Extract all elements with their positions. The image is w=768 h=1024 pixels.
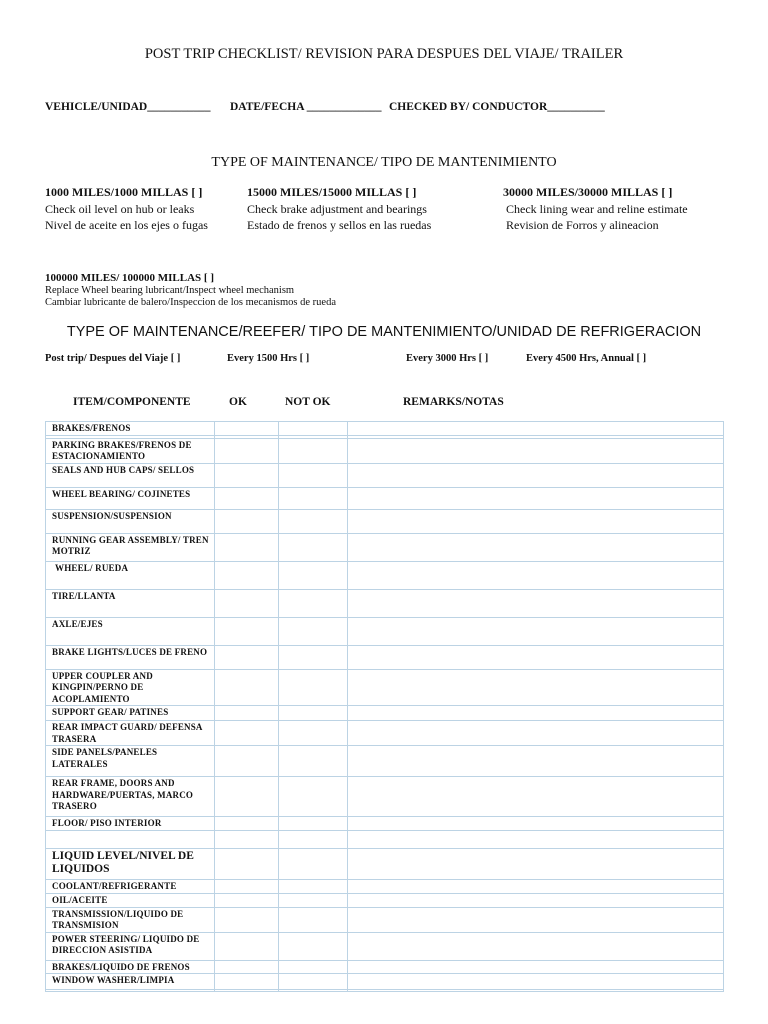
ok-cell[interactable] [215, 438, 279, 463]
table-row [46, 960, 724, 974]
maintenance-1000-line2: Nivel de aceite en los ejes o fugas [45, 218, 208, 232]
table-row [46, 509, 724, 533]
checklist-table [45, 421, 724, 992]
remarks-cell[interactable] [348, 777, 724, 817]
maintenance-heading: TYPE OF MAINTENANCE/ TIPO DE MANTENIMIENTO [211, 155, 557, 170]
table-row [46, 589, 724, 617]
item-cell: TRANSMISSION/LIQUIDO DE TRANSMISION [46, 907, 215, 932]
maintenance-15000 [247, 184, 431, 234]
maintenance-30000-line2: Revision de Forros y alineacion [506, 218, 659, 232]
maintenance-15000-checkbox[interactable]: 15000 MILES/15000 MILLAS [ ] [247, 185, 417, 199]
reefer-4500-checkbox[interactable]: Every 4500 Hrs, Annual [ ] [526, 353, 647, 364]
maintenance-100000-checkbox[interactable]: 100000 MILES/ 100000 MILLAS [ ] [45, 272, 214, 284]
remarks-cell[interactable] [348, 974, 724, 990]
item-cell: SIDE PANELS/PANELES LATERALES [46, 746, 215, 777]
item-cell: REAR FRAME, DOORS AND HARDWARE/PUERTAS, MARCO TRASERO [46, 777, 215, 817]
not-ok-cell[interactable] [279, 849, 348, 880]
item-cell: BRAKES/LIQUIDO DE FRENOS [46, 960, 215, 974]
ok-cell[interactable] [215, 880, 279, 894]
col-header-item: ITEM/COMPONENTE [73, 396, 191, 408]
reefer-3000-checkbox[interactable]: Every 3000 Hrs [ ] [406, 353, 489, 364]
table-row [46, 974, 724, 990]
ok-cell[interactable] [215, 589, 279, 617]
remarks-cell[interactable] [348, 463, 724, 487]
table-row [46, 487, 724, 509]
col-header-remarks: REMARKS/NOTAS [403, 396, 504, 408]
ok-cell[interactable] [215, 894, 279, 908]
reefer-post-trip-checkbox[interactable]: Post trip/ Despues del Viaje [ ] [45, 353, 181, 364]
ok-cell[interactable] [215, 721, 279, 746]
not-ok-cell[interactable] [279, 894, 348, 908]
table-row [46, 721, 724, 746]
table-row [46, 894, 724, 908]
maintenance-30000 [503, 184, 688, 234]
item-cell: WINDOW WASHER/LIMPIA [46, 974, 215, 990]
remarks-cell[interactable] [348, 487, 724, 509]
maintenance-30000-checkbox[interactable]: 30000 MILES/30000 MILLAS [ ] [503, 185, 673, 199]
maintenance-100000 [45, 272, 336, 310]
item-cell: BRAKES/FRENOS [46, 422, 215, 436]
ok-cell[interactable] [215, 706, 279, 721]
vehicle-field[interactable]: VEHICLE/UNIDAD___________ [45, 101, 211, 113]
ok-cell[interactable] [215, 645, 279, 669]
item-cell: OIL/ACEITE [46, 894, 215, 908]
remarks-cell[interactable] [348, 533, 724, 561]
table-row [46, 849, 724, 880]
item-cell: AXLE/EJES [46, 617, 215, 645]
item-cell: UPPER COUPLER AND KINGPIN/PERNO DE ACOPLAMIENTO [46, 669, 215, 706]
maintenance-1000-checkbox[interactable]: 1000 MILES/1000 MILLAS [ ] [45, 185, 203, 199]
ok-cell[interactable] [215, 831, 279, 849]
page-title: POST TRIP CHECKLIST/ REVISION PARA DESPUES DEL VIAJE/ TRAILER [144, 46, 624, 62]
table-row [46, 746, 724, 777]
remarks-cell[interactable] [348, 422, 724, 436]
item-cell: PARKING BRAKES/FRENOS DE ESTACIONAMIENTO [46, 438, 215, 463]
not-ok-cell[interactable] [279, 533, 348, 561]
remarks-cell[interactable] [348, 509, 724, 533]
not-ok-cell[interactable] [279, 817, 348, 831]
maintenance-15000-line2: Estado de frenos y sellos en las ruedas [247, 218, 432, 232]
not-ok-cell[interactable] [279, 990, 348, 992]
table-row [46, 533, 724, 561]
ok-cell[interactable] [215, 561, 279, 589]
remarks-cell[interactable] [348, 907, 724, 932]
item-cell: REAR IMPACT GUARD/ DEFENSA TRASERA [46, 721, 215, 746]
table-row [46, 777, 724, 817]
reefer-heading: TYPE OF MAINTENANCE/REEFER/ TIPO DE MANTENIMIENTO/UNIDAD DE REFRIGERACION [66, 324, 702, 340]
ok-cell[interactable] [215, 907, 279, 932]
maintenance-15000-line1: Check brake adjustment and bearings [247, 201, 427, 216]
item-cell: SEALS AND HUB CAPS/ SELLOS [46, 463, 215, 487]
not-ok-cell[interactable] [279, 509, 348, 533]
remarks-cell[interactable] [348, 990, 724, 992]
item-cell: BRAKE LIGHTS/LUCES DE FRENO [46, 645, 215, 669]
ok-cell[interactable] [215, 932, 279, 960]
not-ok-cell[interactable] [279, 974, 348, 990]
not-ok-cell[interactable] [279, 561, 348, 589]
maintenance-100000-line2: Cambiar lubricante de balero/Inspeccion de los mecanismos de rueda [45, 297, 336, 308]
remarks-cell[interactable] [348, 831, 724, 849]
ok-cell[interactable] [215, 509, 279, 533]
remarks-cell[interactable] [348, 669, 724, 706]
table-row [46, 880, 724, 894]
not-ok-cell[interactable] [279, 589, 348, 617]
item-cell [46, 990, 215, 992]
not-ok-cell[interactable] [279, 746, 348, 777]
table-row [46, 831, 724, 849]
not-ok-cell[interactable] [279, 880, 348, 894]
table-row [46, 438, 724, 463]
remarks-cell[interactable] [348, 960, 724, 974]
not-ok-cell[interactable] [279, 932, 348, 960]
ok-cell[interactable] [215, 960, 279, 974]
maintenance-1000 [45, 184, 208, 234]
ok-cell[interactable] [215, 422, 279, 436]
table-row [46, 907, 724, 932]
item-cell [46, 831, 215, 849]
not-ok-cell[interactable] [279, 645, 348, 669]
ok-cell[interactable] [215, 777, 279, 817]
table-row [46, 669, 724, 706]
remarks-cell[interactable] [348, 880, 724, 894]
ok-cell[interactable] [215, 849, 279, 880]
not-ok-cell[interactable] [279, 617, 348, 645]
maintenance-30000-line1: Check lining wear and reline estimate [506, 201, 688, 216]
not-ok-cell[interactable] [279, 777, 348, 817]
maintenance-100000-line1: Replace Wheel bearing lubricant/Inspect wheel mechanism [45, 284, 295, 296]
checked-by-field[interactable]: CHECKED BY/ CONDUCTOR__________ [389, 101, 605, 113]
not-ok-cell[interactable] [279, 960, 348, 974]
not-ok-cell[interactable] [279, 669, 348, 706]
not-ok-cell[interactable] [279, 831, 348, 849]
ok-cell[interactable] [215, 817, 279, 831]
not-ok-cell[interactable] [279, 706, 348, 721]
item-cell: FLOOR/ PISO INTERIOR [46, 817, 215, 831]
not-ok-cell[interactable] [279, 463, 348, 487]
not-ok-cell[interactable] [279, 438, 348, 463]
table-row [46, 463, 724, 487]
item-cell: COOLANT/REFRIGERANTE [46, 880, 215, 894]
not-ok-cell[interactable] [279, 487, 348, 509]
ok-cell[interactable] [215, 746, 279, 777]
remarks-cell[interactable] [348, 706, 724, 721]
item-cell: POWER STEERING/ LIQUIDO DE DIRECCION ASISTIDA [46, 932, 215, 960]
remarks-cell[interactable] [348, 932, 724, 960]
not-ok-cell[interactable] [279, 721, 348, 746]
item-cell: TIRE/LLANTA [46, 589, 215, 617]
col-header-ok: OK [229, 396, 247, 408]
remarks-cell[interactable] [348, 894, 724, 908]
remarks-cell[interactable] [348, 438, 724, 463]
ok-cell[interactable] [215, 617, 279, 645]
remarks-cell[interactable] [348, 849, 724, 880]
remarks-cell[interactable] [348, 817, 724, 831]
item-cell: WHEEL/ RUEDA [46, 561, 215, 589]
remarks-cell[interactable] [348, 721, 724, 746]
table-row [46, 617, 724, 645]
item-cell: RUNNING GEAR ASSEMBLY/ TREN MOTRIZ [46, 533, 215, 561]
ok-cell[interactable] [215, 990, 279, 992]
date-field[interactable]: DATE/FECHA _____________ [230, 101, 382, 113]
reefer-1500-checkbox[interactable]: Every 1500 Hrs [ ] [227, 353, 310, 364]
not-ok-cell[interactable] [279, 422, 348, 436]
ok-cell[interactable] [215, 463, 279, 487]
remarks-cell[interactable] [348, 746, 724, 777]
ok-cell[interactable] [215, 533, 279, 561]
item-cell: SUSPENSION/SUSPENSION [46, 509, 215, 533]
remarks-cell[interactable] [348, 589, 724, 617]
table-row [46, 817, 724, 831]
col-header-not-ok: NOT OK [285, 396, 331, 408]
item-cell: WHEEL BEARING/ COJINETES [46, 487, 215, 509]
ok-cell[interactable] [215, 669, 279, 706]
table-row [46, 932, 724, 960]
table-row [46, 422, 724, 436]
table-row [46, 561, 724, 589]
table-row [46, 645, 724, 669]
remarks-cell[interactable] [348, 645, 724, 669]
item-cell: LIQUID LEVEL/NIVEL DE LIQUIDOS [46, 849, 215, 880]
maintenance-1000-line1: Check oil level on hub or leaks [45, 201, 195, 216]
item-cell: SUPPORT GEAR/ PATINES [46, 706, 215, 721]
ok-cell[interactable] [215, 974, 279, 990]
remarks-cell[interactable] [348, 617, 724, 645]
remarks-cell[interactable] [348, 561, 724, 589]
table-row [46, 990, 724, 992]
table-row [46, 706, 724, 721]
ok-cell[interactable] [215, 487, 279, 509]
not-ok-cell[interactable] [279, 907, 348, 932]
